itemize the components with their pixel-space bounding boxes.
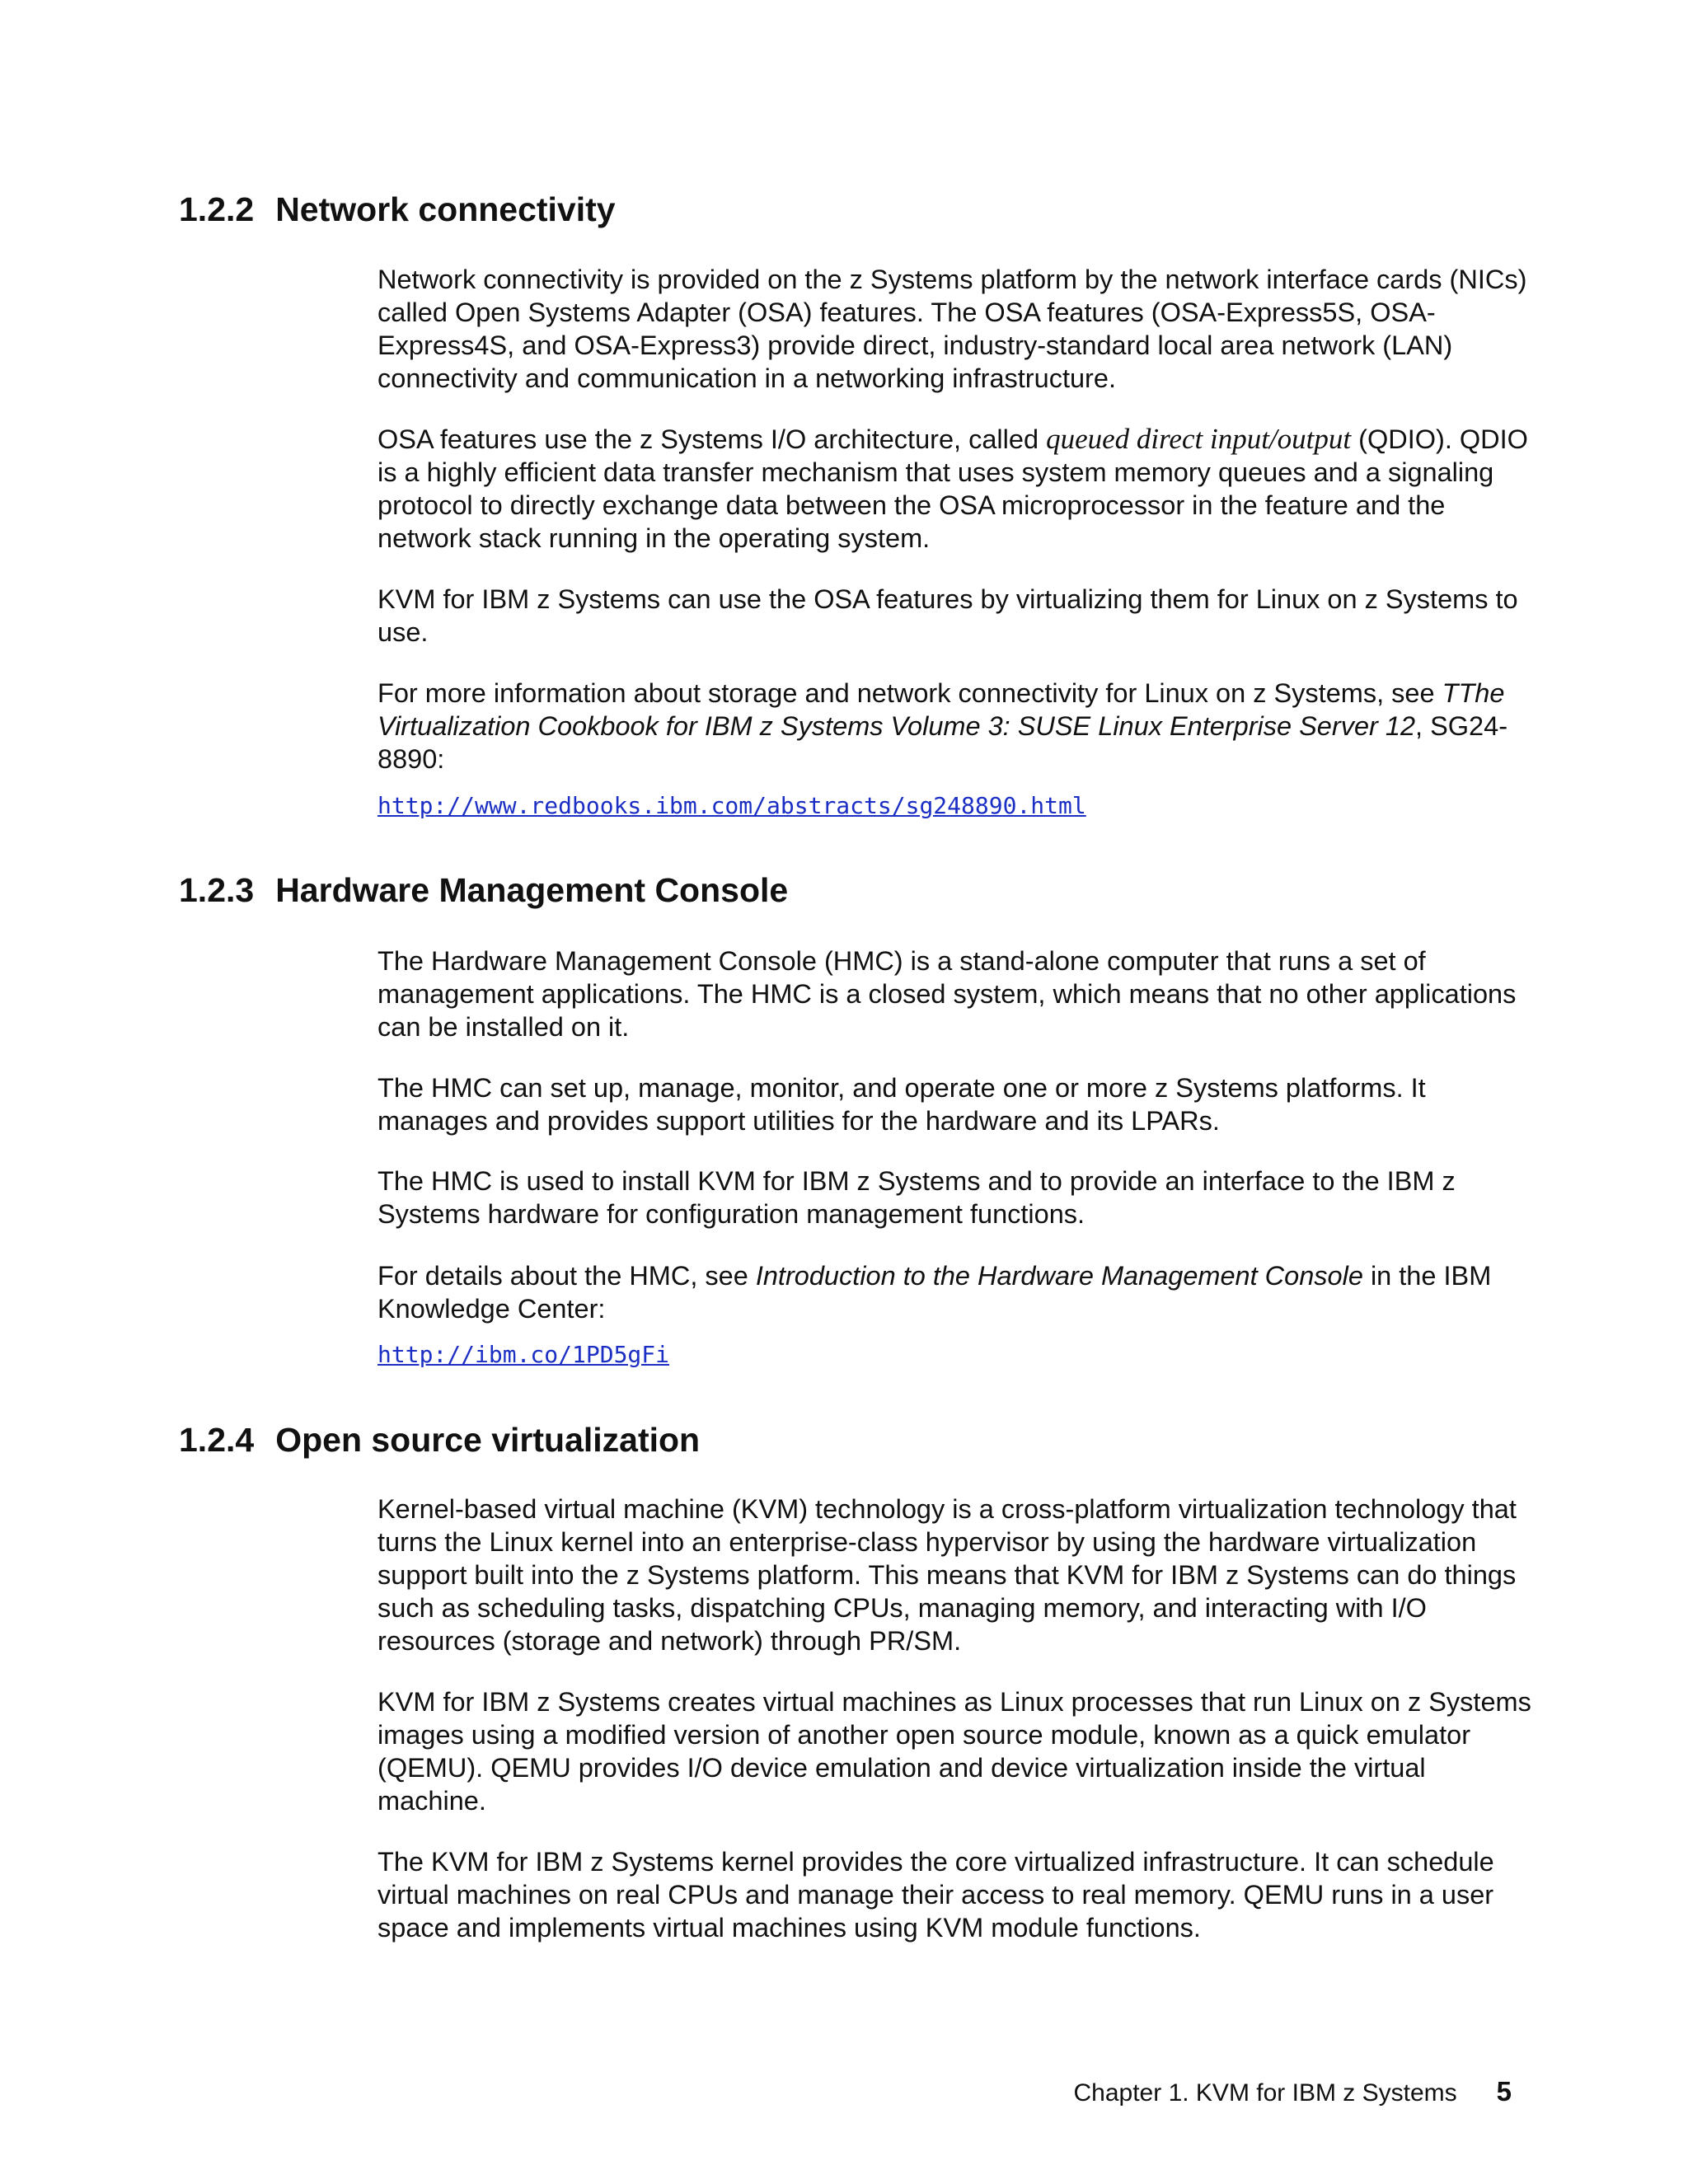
- paragraph: For more information about storage and network connectivity for Linux on z Systems, see TThe Virtualization Cookbook for IBM z Systems Volume 3: SUSE Linux Enterprise Server 12, SG24-8890:: [377, 678, 1508, 774]
- paragraph: For details about the HMC, see Introduction to the Hardware Management Console in the IBM Knowledge Center:: [377, 1261, 1492, 1324]
- section-heading-open-source-virtualization: [179, 1419, 700, 1460]
- paragraph: The HMC is used to install KVM for IBM z Systems and to provide an interface to the IBM z Systems hardware for configuration management functions.: [377, 1166, 1456, 1229]
- book-title: TThe Virtualization Cookbook for IBM z Systems Volume 3: SUSE Linux Enterprise Server 12: [377, 678, 1505, 741]
- paragraph: OSA features use the z Systems I/O architecture, called queued direct input/output (QDIO). QDIO is a highly efficient data transfer mechanism that uses system memory queues and a signaling protocol to directly exchange data between the OSA microprocessor in the feature and the network stack running in the operating system.: [377, 423, 1528, 553]
- chapter-label: Chapter 1. KVM for IBM z Systems: [1073, 2079, 1457, 2107]
- paragraph: Kernel-based virtual machine (KVM) technology is a cross-platform virtualization technology that turns the Linux kernel into an enterprise-class hypervisor by using the hardware virtualization support built into the z Systems platform. This means that KVM for IBM z Systems can do things such as scheduling tasks, dispatching CPUs, managing memory, and interacting with I/O resources (storage and network) through PR/SM.: [377, 1494, 1517, 1656]
- italic-term: queued direct input/output: [1046, 423, 1352, 455]
- paragraph: KVM for IBM z Systems creates virtual machines as Linux processes that run Linux on z Systems images using a modified version of another open source module, known as a quick emulator (QEMU). QEMU provides I/O device emulation and device virtualization inside the virtual machine.: [377, 1687, 1531, 1816]
- paragraph: KVM for IBM z Systems can use the OSA features by virtualizing them for Linux on z Systems to use.: [377, 584, 1518, 647]
- paragraph: The HMC can set up, manage, monitor, and operate one or more z Systems platforms. It manages and provides support utilities for the hardware and its LPARs.: [377, 1073, 1426, 1136]
- section-title: Network connectivity: [275, 190, 616, 228]
- redbooks-link[interactable]: http://www.redbooks.ibm.com/abstracts/sg248890.html: [377, 792, 1086, 819]
- paragraph: Network connectivity is provided on the z Systems platform by the network interface cards (NICs) called Open Systems Adapter (OSA) features. The OSA features (OSA-Express5S, OSA-Express4S, and OSA-Express3) provide direct, industry-standard local area network (LAN) connectivity and communication in a networking infrastructure.: [377, 265, 1527, 393]
- paragraph: The KVM for IBM z Systems kernel provides the core virtualized infrastructure. It can schedule virtual machines on real CPUs and manage their access to real memory. QEMU runs in a user space and implements virtual machines using KVM module functions.: [377, 1847, 1494, 1943]
- section-heading-network-connectivity: [179, 189, 616, 230]
- paragraph: The Hardware Management Console (HMC) is a stand-alone computer that runs a set of management applications. The HMC is a closed system, which means that no other applications can be installed on it.: [377, 946, 1517, 1042]
- section-heading-hardware-management-console: [179, 869, 788, 911]
- page-number: 5: [1496, 2076, 1512, 2107]
- section-number: 1.2.2: [179, 190, 255, 228]
- section-number: 1.2.3: [179, 871, 255, 909]
- page-footer: [824, 2075, 1512, 2110]
- document-title: Introduction to the Hardware Management Console: [755, 1261, 1363, 1291]
- section-title: Hardware Management Console: [275, 871, 789, 909]
- hmc-link[interactable]: http://ibm.co/1PD5gFi: [377, 1341, 670, 1368]
- section-number: 1.2.4: [179, 1421, 255, 1459]
- section-title: Open source virtualization: [275, 1421, 701, 1459]
